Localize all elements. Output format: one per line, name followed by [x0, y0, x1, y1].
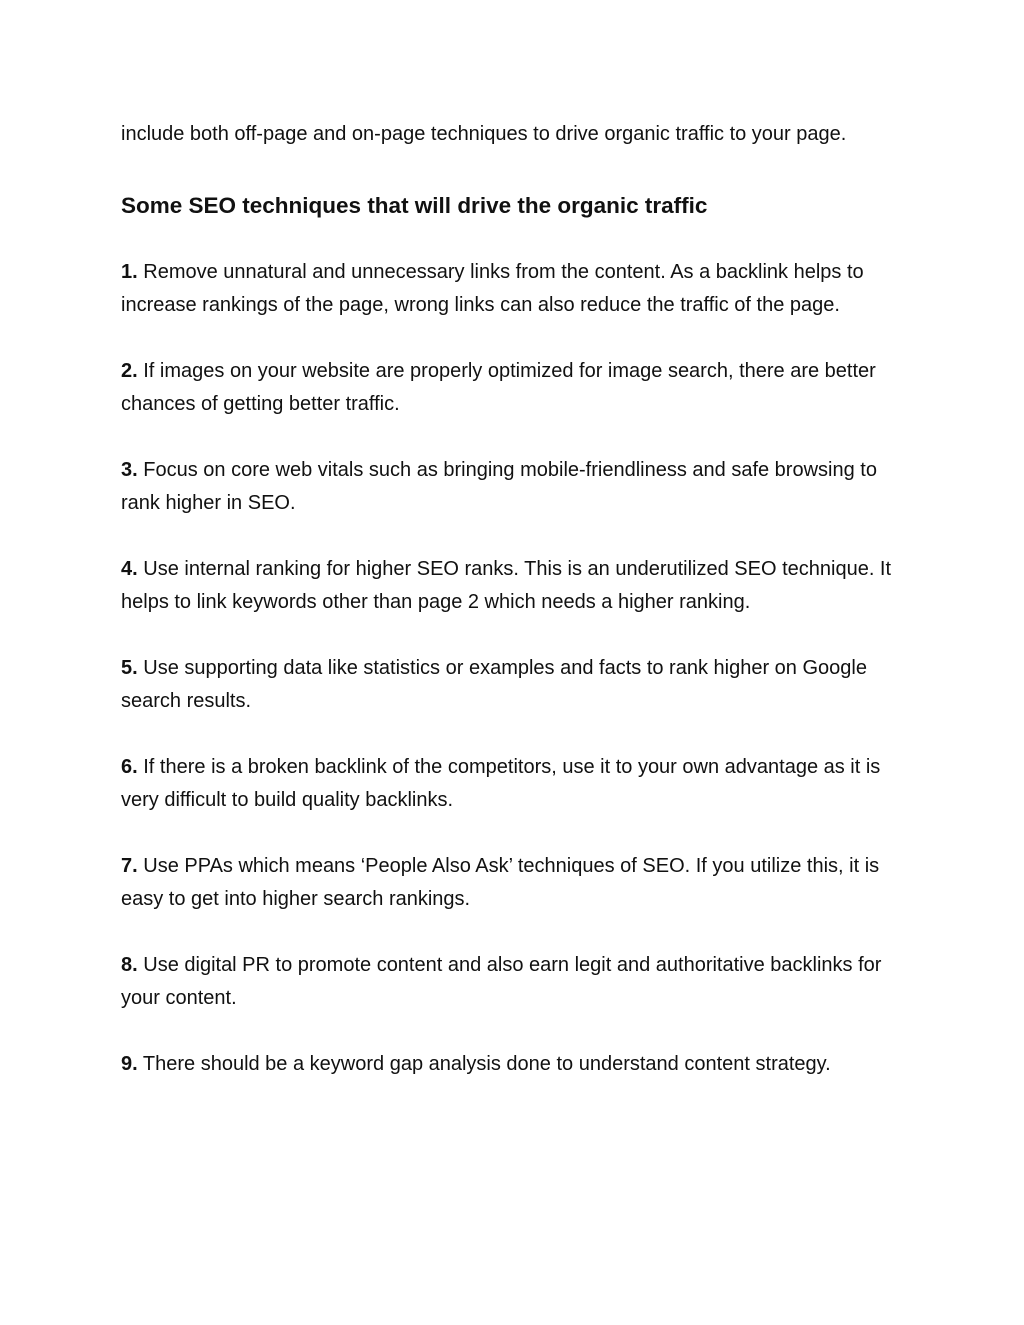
item-number: 1.	[121, 261, 138, 283]
item-text: If there is a broken backlink of the competitors, use it to your own advantage as it is very difficult to build quality backlinks.	[121, 756, 881, 811]
item-number: 5.	[121, 657, 138, 679]
list-item	[121, 652, 911, 718]
item-number: 2.	[121, 360, 138, 382]
document-page	[121, 118, 911, 1114]
list-item	[121, 751, 911, 817]
item-number: 6.	[121, 756, 138, 778]
list-item	[121, 454, 911, 520]
item-number: 7.	[121, 855, 138, 877]
item-number: 3.	[121, 459, 138, 481]
item-text: Use internal ranking for higher SEO ranks. This is an underutilized SEO technique. It helps to link keywords other than page 2 which needs a higher ranking.	[121, 558, 892, 613]
item-number: 4.	[121, 558, 138, 580]
list-item	[121, 949, 911, 1015]
section-heading: Some SEO techniques that will drive the organic traffic	[121, 193, 708, 218]
item-text: Remove unnatural and unnecessary links from the content. As a backlink helps to increase rankings of the page, wrong links can also reduce the traffic of the page.	[121, 261, 864, 316]
item-text: Use supporting data like statistics or examples and facts to rank higher on Google search results.	[121, 657, 867, 712]
item-number: 8.	[121, 954, 138, 976]
item-text: There should be a keyword gap analysis done to understand content strategy.	[142, 1053, 831, 1075]
item-text: Use PPAs which means ‘People Also Ask’ techniques of SEO. If you utilize this, it is easy to get into higher search rankings.	[121, 855, 880, 910]
list-item	[121, 553, 911, 619]
list-item	[121, 850, 911, 916]
item-number: 9.	[121, 1053, 138, 1075]
item-text: Focus on core web vitals such as bringing mobile-friendliness and safe browsing to rank higher in SEO.	[121, 459, 877, 514]
list-item	[121, 1048, 911, 1081]
item-text: Use digital PR to promote content and also earn legit and authoritative backlinks for your content.	[121, 954, 882, 1009]
item-text: If images on your website are properly optimized for image search, there are better chances of getting better traffic.	[121, 360, 876, 415]
list-item	[121, 256, 911, 322]
list-item	[121, 355, 911, 421]
intro-paragraph: include both off-page and on-page techniques to drive organic traffic to your page.	[121, 123, 847, 145]
